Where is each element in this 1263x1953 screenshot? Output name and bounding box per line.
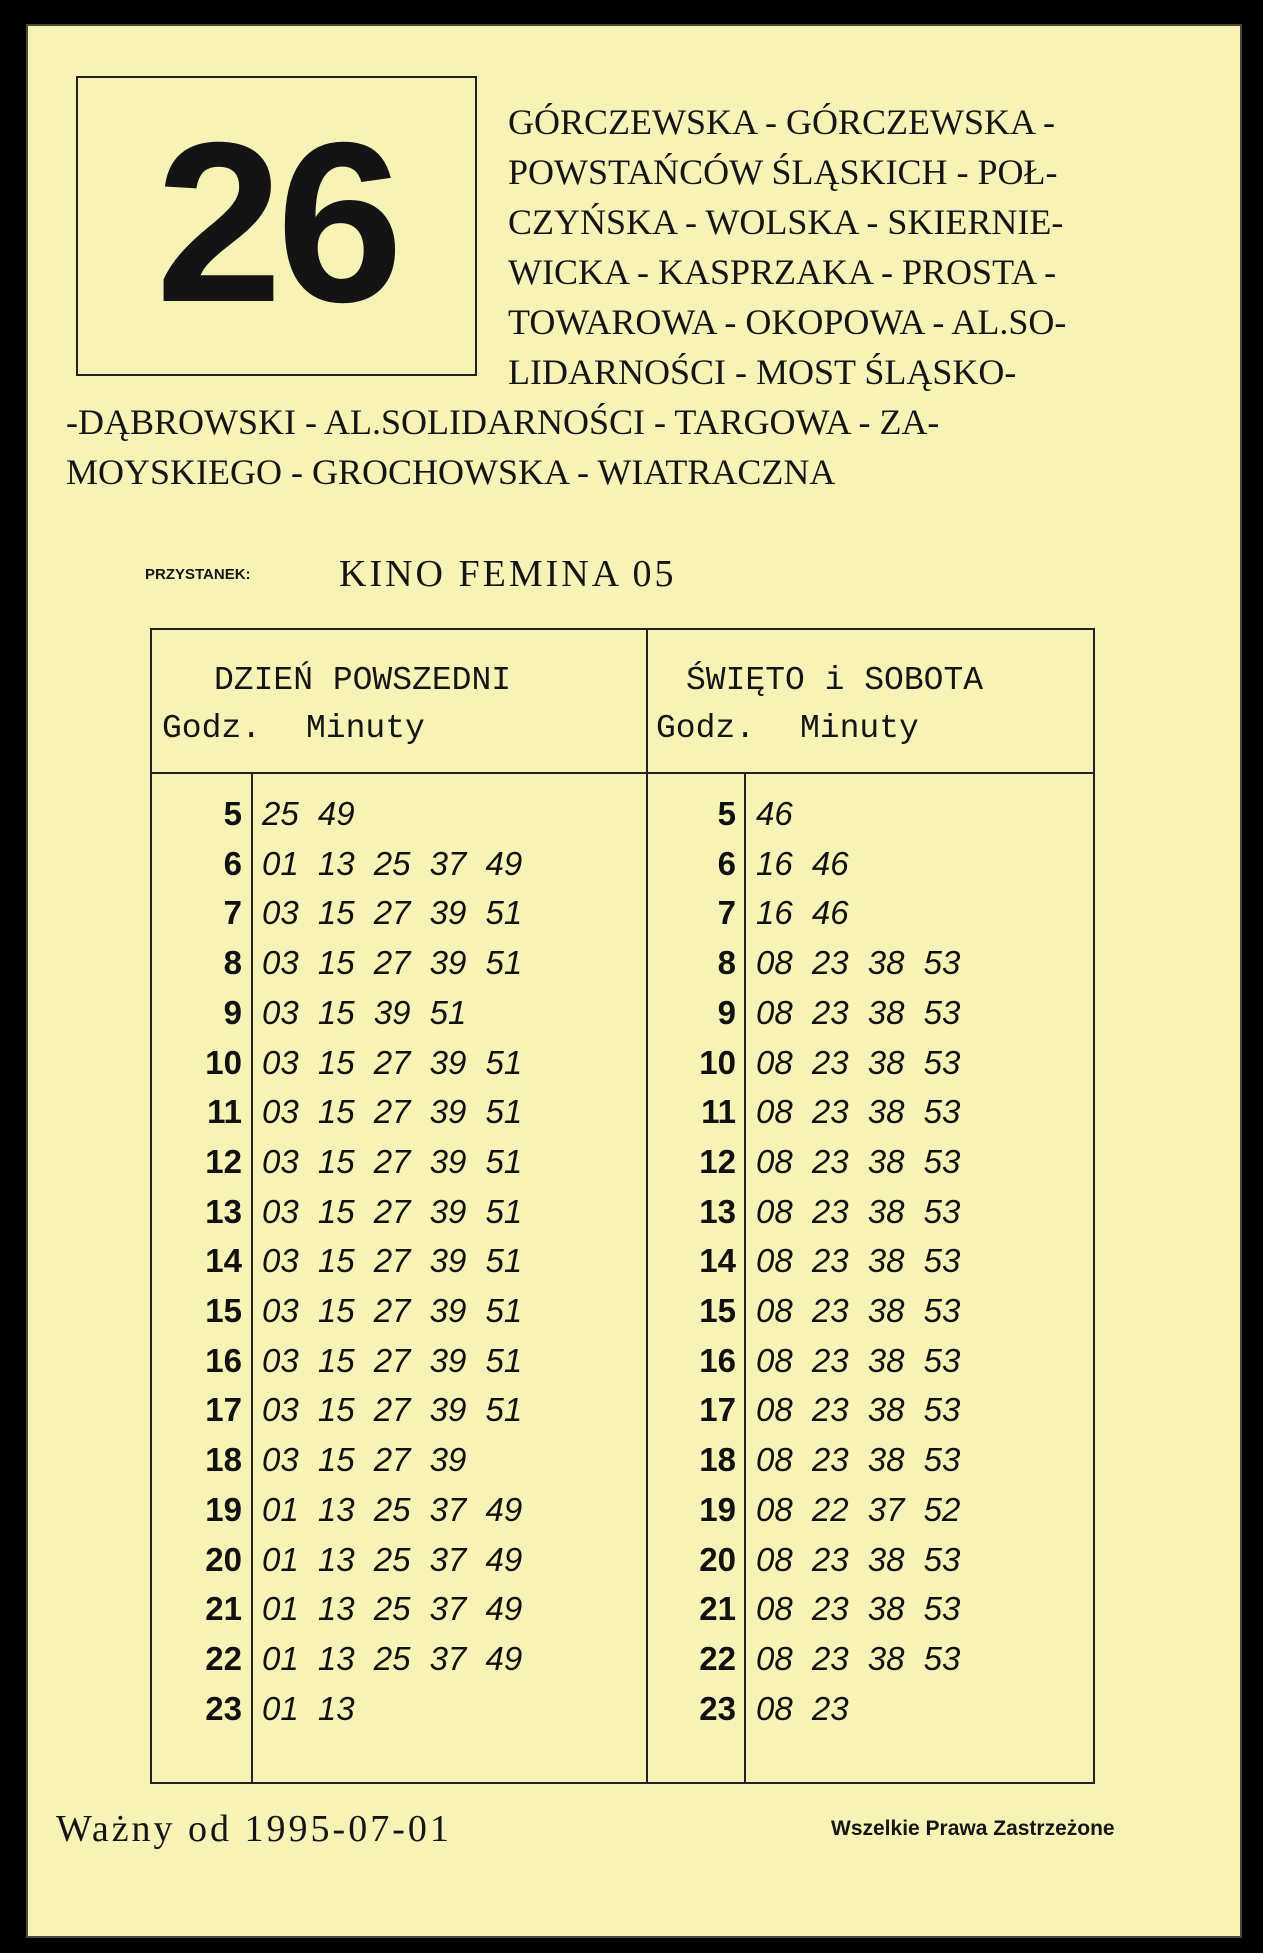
holiday-hour-16: 16 bbox=[699, 1342, 736, 1379]
weekday-hour-23: 23 bbox=[205, 1690, 242, 1727]
weekday-hour-17: 17 bbox=[205, 1391, 242, 1428]
weekday-minutes-23: 01 13 bbox=[262, 1690, 355, 1727]
weekday-hour-6: 6 bbox=[223, 845, 242, 882]
weekday-minutes-11: 03 15 27 39 51 bbox=[262, 1093, 523, 1130]
holiday-minutes-9: 08 23 38 53 bbox=[756, 994, 961, 1031]
holiday-hour-20: 20 bbox=[699, 1541, 736, 1578]
weekday-minutes-5: 25 49 bbox=[262, 795, 355, 832]
holiday-minutes-11: 08 23 38 53 bbox=[756, 1093, 961, 1130]
weekday-hour-21: 21 bbox=[205, 1590, 242, 1627]
stop-name: KINO FEMINA 05 bbox=[339, 553, 677, 595]
holiday-hour-21: 21 bbox=[699, 1590, 736, 1627]
weekday-minutes-21: 01 13 25 37 49 bbox=[262, 1590, 523, 1627]
holiday-minutes-15: 08 23 38 53 bbox=[756, 1292, 961, 1329]
weekday-minutes-9: 03 15 39 51 bbox=[262, 994, 467, 1031]
weekday-minutes-18: 03 15 27 39 bbox=[262, 1441, 467, 1478]
route-line-7: -DĄBROWSKI - AL.SOLIDARNOŚCI - TARGOWA - ZA- bbox=[66, 402, 940, 442]
holiday-hour-header: Godz. bbox=[656, 710, 756, 747]
holiday-minutes-10: 08 23 38 53 bbox=[756, 1044, 961, 1081]
weekday-hour-header: Godz. bbox=[162, 710, 262, 747]
holiday-minutes-6: 16 46 bbox=[756, 845, 849, 882]
holiday-hour-18: 18 bbox=[699, 1441, 736, 1478]
weekday-minutes-15: 03 15 27 39 51 bbox=[262, 1292, 523, 1329]
stop-label: PRZYSTANEK: bbox=[145, 566, 251, 583]
route-line-5: TOWAROWA - OKOPOWA - AL.SO- bbox=[508, 302, 1067, 342]
weekday-hour-divider bbox=[251, 772, 253, 1782]
holiday-hour-19: 19 bbox=[699, 1491, 736, 1528]
route-line-6: LIDARNOŚCI - MOST ŚLĄSKO- bbox=[508, 352, 1017, 392]
weekday-minutes-14: 03 15 27 39 51 bbox=[262, 1242, 523, 1279]
table-header-divider bbox=[152, 772, 1093, 774]
holiday-minutes-22: 08 23 38 53 bbox=[756, 1640, 961, 1677]
weekday-hour-10: 10 bbox=[205, 1044, 242, 1081]
holiday-minutes-5: 46 bbox=[756, 795, 793, 832]
holiday-hour-13: 13 bbox=[699, 1193, 736, 1230]
weekday-hour-9: 9 bbox=[223, 994, 242, 1031]
holiday-hour-14: 14 bbox=[699, 1242, 736, 1279]
route-line-1: GÓRCZEWSKA - GÓRCZEWSKA - bbox=[508, 102, 1055, 142]
holiday-minutes-21: 08 23 38 53 bbox=[756, 1590, 961, 1627]
timetable-sheet bbox=[26, 24, 1242, 1938]
route-line-3: CZYŃSKA - WOLSKA - SKIERNIE- bbox=[508, 202, 1064, 242]
holiday-hour-10: 10 bbox=[699, 1044, 736, 1081]
weekday-hour-20: 20 bbox=[205, 1541, 242, 1578]
weekday-hour-7: 7 bbox=[223, 894, 242, 931]
weekday-hour-19: 19 bbox=[205, 1491, 242, 1528]
holiday-hour-5: 5 bbox=[717, 795, 736, 832]
weekday-minutes-10: 03 15 27 39 51 bbox=[262, 1044, 523, 1081]
holiday-minutes-header: Minuty bbox=[800, 710, 919, 747]
holiday-minutes-12: 08 23 38 53 bbox=[756, 1143, 961, 1180]
weekday-minutes-22: 01 13 25 37 49 bbox=[262, 1640, 523, 1677]
route-line-4: WICKA - KASPRZAKA - PROSTA - bbox=[508, 252, 1057, 292]
route-line-8: MOYSKIEGO - GROCHOWSKA - WIATRACZNA bbox=[66, 452, 836, 492]
holiday-hour-22: 22 bbox=[699, 1640, 736, 1677]
holiday-minutes-18: 08 23 38 53 bbox=[756, 1441, 961, 1478]
weekday-hour-5: 5 bbox=[223, 795, 242, 832]
weekday-hour-22: 22 bbox=[205, 1640, 242, 1677]
holiday-hour-8: 8 bbox=[717, 944, 736, 981]
holiday-hour-7: 7 bbox=[717, 894, 736, 931]
weekday-minutes-13: 03 15 27 39 51 bbox=[262, 1193, 523, 1230]
weekday-minutes-17: 03 15 27 39 51 bbox=[262, 1391, 523, 1428]
holiday-minutes-19: 08 22 37 52 bbox=[756, 1491, 961, 1528]
holiday-hour-11: 11 bbox=[701, 1093, 736, 1130]
weekday-minutes-7: 03 15 27 39 51 bbox=[262, 894, 523, 931]
weekday-hour-15: 15 bbox=[205, 1292, 242, 1329]
weekday-hour-18: 18 bbox=[205, 1441, 242, 1478]
weekday-minutes-12: 03 15 27 39 51 bbox=[262, 1143, 523, 1180]
holiday-minutes-8: 08 23 38 53 bbox=[756, 944, 961, 981]
holiday-minutes-13: 08 23 38 53 bbox=[756, 1193, 961, 1230]
holiday-hour-17: 17 bbox=[699, 1391, 736, 1428]
route-line-2: POWSTAŃCÓW ŚLĄSKICH - POŁ- bbox=[508, 152, 1058, 192]
weekday-hour-12: 12 bbox=[205, 1143, 242, 1180]
holiday-minutes-17: 08 23 38 53 bbox=[756, 1391, 961, 1428]
route-number-box bbox=[76, 76, 477, 376]
table-column-divider bbox=[646, 630, 648, 1782]
weekday-minutes-20: 01 13 25 37 49 bbox=[262, 1541, 523, 1578]
weekday-hour-13: 13 bbox=[205, 1193, 242, 1230]
weekday-hour-14: 14 bbox=[205, 1242, 242, 1279]
weekday-title: DZIEŃ POWSZEDNI bbox=[214, 662, 512, 699]
holiday-title: ŚWIĘTO i SOBOTA bbox=[686, 662, 984, 699]
weekday-minutes-19: 01 13 25 37 49 bbox=[262, 1491, 523, 1528]
weekday-minutes-8: 03 15 27 39 51 bbox=[262, 944, 523, 981]
weekday-minutes-16: 03 15 27 39 51 bbox=[262, 1342, 523, 1379]
holiday-hour-6: 6 bbox=[717, 845, 736, 882]
weekday-minutes-header: Minuty bbox=[306, 710, 425, 747]
weekday-hour-16: 16 bbox=[205, 1342, 242, 1379]
holiday-hour-23: 23 bbox=[699, 1690, 736, 1727]
route-number: 26 bbox=[155, 96, 398, 350]
holiday-minutes-7: 16 46 bbox=[756, 894, 849, 931]
weekday-hour-8: 8 bbox=[223, 944, 242, 981]
holiday-minutes-14: 08 23 38 53 bbox=[756, 1242, 961, 1279]
holiday-hour-15: 15 bbox=[699, 1292, 736, 1329]
holiday-hour-divider bbox=[744, 772, 746, 1782]
holiday-minutes-16: 08 23 38 53 bbox=[756, 1342, 961, 1379]
valid-from: Ważny od 1995-07-01 bbox=[56, 1808, 452, 1850]
weekday-hour-11: 11 bbox=[207, 1093, 242, 1130]
timetable-table bbox=[150, 628, 1095, 1784]
holiday-hour-9: 9 bbox=[717, 994, 736, 1031]
copyright-notice: Wszelkie Prawa Zastrzeżone bbox=[831, 1817, 1115, 1840]
holiday-minutes-20: 08 23 38 53 bbox=[756, 1541, 961, 1578]
holiday-minutes-23: 08 23 bbox=[756, 1690, 849, 1727]
weekday-minutes-6: 01 13 25 37 49 bbox=[262, 845, 523, 882]
holiday-hour-12: 12 bbox=[699, 1143, 736, 1180]
